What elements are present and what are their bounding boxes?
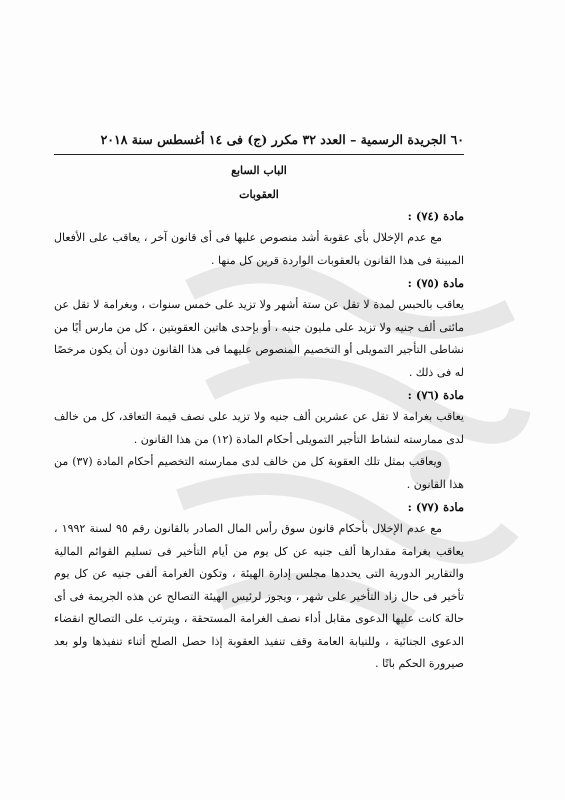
article-74 bbox=[54, 205, 464, 272]
article-paragraph: يعاقب بغرامة لا تقل عن عشرين ألف جنيه ولا تزيد على نصف قيمة التعاقد، كل من خالف لدى ممارسته لنشاط التأجير التمويلى أحكام المادة (١٢) من هذا القانون . bbox=[54, 410, 464, 446]
page-header: ٦٠ الجريدة الرسمية – العدد ٣٢ مكرر (ج) فى ١٤ أغسطس سنة ٢٠١٨ bbox=[54, 126, 464, 155]
article-77 bbox=[54, 496, 464, 676]
chapter-subtitle: العقوبات bbox=[239, 188, 279, 201]
article-title: مادة (٧٤) : bbox=[407, 209, 464, 223]
article-75 bbox=[54, 272, 464, 384]
article-title: مادة (٧٧) : bbox=[407, 500, 464, 514]
chapter-title: الباب السابع bbox=[231, 164, 287, 177]
article-paragraph: يعاقب بالحبس لمدة لا تقل عن ستة أشهر ولا تزيد على خمس سنوات ، وبغرامة لا تقل عن مائتى ألف جنيه ولا تزيد على مليون جنيه ، أو بإحدى هاتين العقوبتين ، كل من مارس أيًا من نشاطى التأجير التمويلى أو التخصيم المنصوص عليهما فى هذا القانون دون أن يكون مرخصًا له فى ذلك . bbox=[54, 298, 464, 379]
article-title: مادة (٧٥) : bbox=[407, 276, 464, 290]
document-page bbox=[54, 126, 464, 676]
article-paragraph: ويعاقب بمثل تلك العقوبة كل من خالف لدى ممارسته التخصيم أحكام المادة (٣٧) من هذا القانون . bbox=[54, 455, 464, 491]
article-paragraph: مع عدم الإخلال بأحكام قانون سوق رأس المال الصادر بالقانون رقم ٩٥ لسنة ١٩٩٢ ، يعاقب بغرامة مقدارها ألف جنيه عن كل يوم من أيام التأخير فى تسليم القوائم المالية والتقارير الدورية التى يحددها مجلس إدارة الهيئة ، وتكون الغرامة ألفى جنيه عن كل يوم تأخير فى حال زاد التأخير على شهر ، ويجوز لرئيس الهيئة التصالح عن هذه الجريمة فى أى حالة كانت عليها الدعوى مقابل أداء نصف الغرامة المستحقة ، ويترتب على التصالح انقضاء الدعوى الجنائية ، وللنيابة العامة وقف تنفيذ العقوبة إذا حصل الصلح أثناء تنفيذها ولو بعد صيرورة الحكم باتًا . bbox=[54, 522, 464, 670]
article-paragraph: مع عدم الإخلال بأى عقوبة أشد منصوص عليها فى أى قانون آخر ، يعاقب على الأفعال المبينة فى هذا القانون بالعقوبات الواردة قرين كل منها . bbox=[54, 231, 464, 267]
article-76 bbox=[54, 384, 464, 496]
article-title: مادة (٧٦) : bbox=[407, 388, 464, 402]
